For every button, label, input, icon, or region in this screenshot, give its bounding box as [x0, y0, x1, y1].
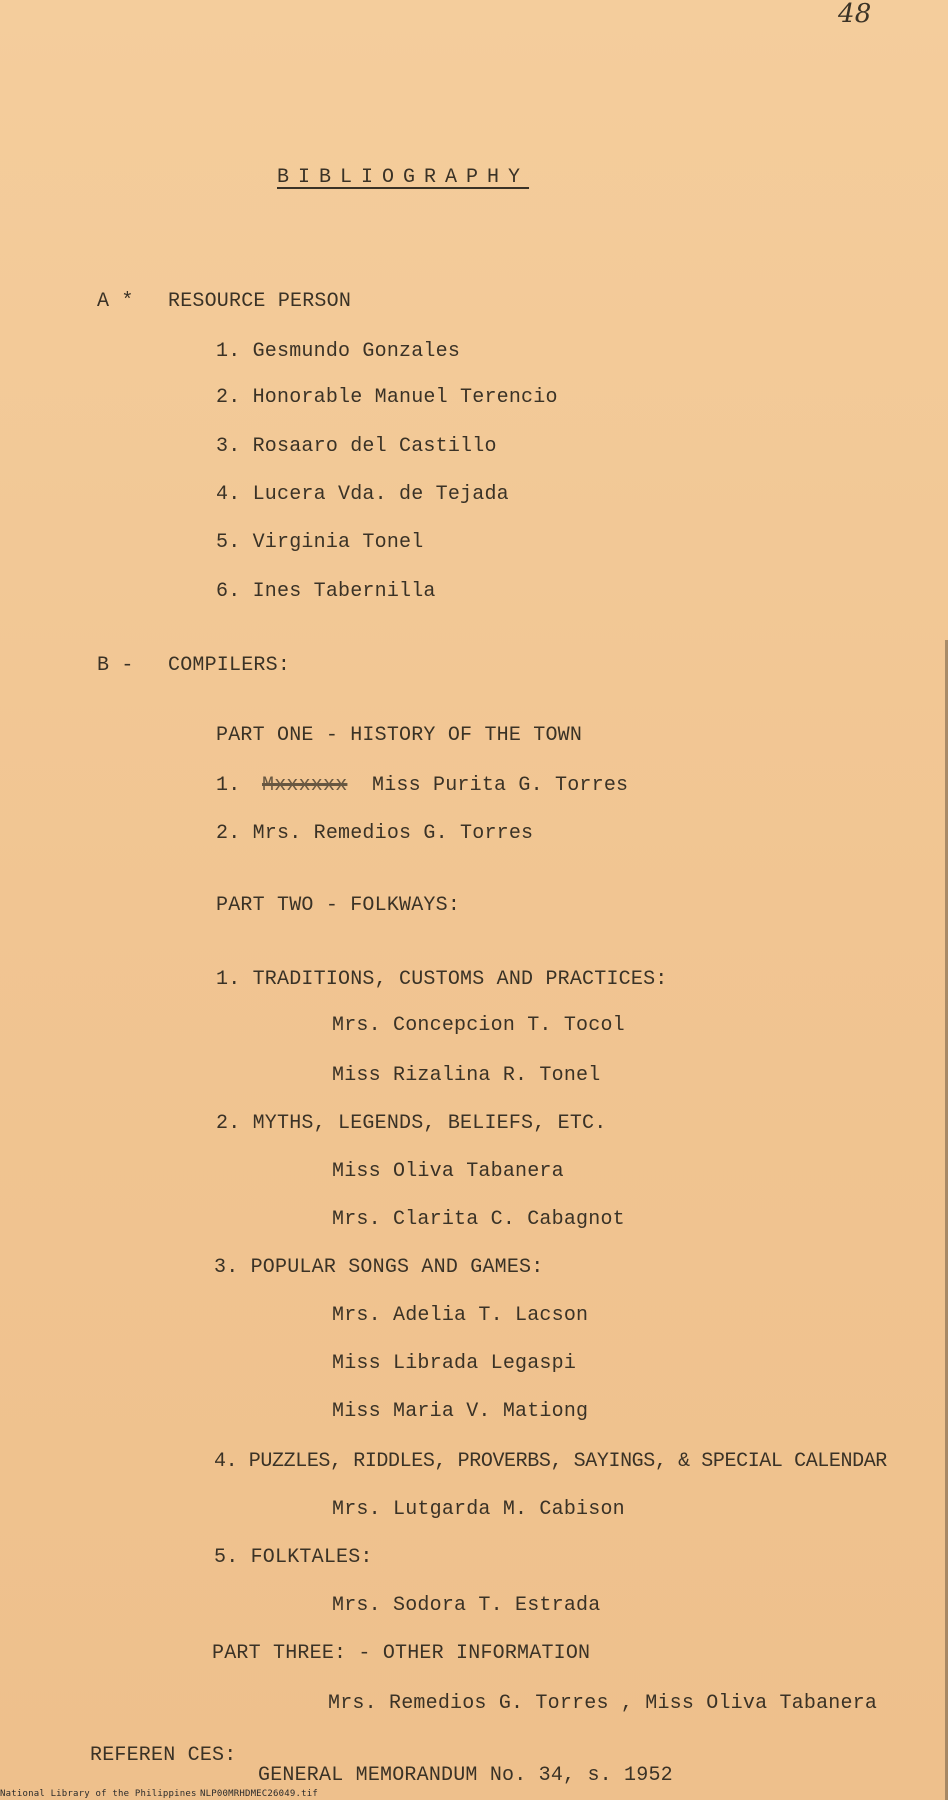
folkways-compiler: Mrs. Clarita C. Cabagnot	[332, 1208, 625, 1231]
section-b-label: B -	[97, 654, 134, 677]
section-b-heading: COMPILERS:	[168, 654, 291, 677]
folkways-section-heading: 3. POPULAR SONGS AND GAMES:	[214, 1256, 544, 1279]
part-one-compiler: Miss Purita G. Torres	[372, 774, 629, 797]
footer-filename: NLP00MRHDMEC26049.tif	[200, 1789, 318, 1799]
part-one-heading: PART ONE - HISTORY OF THE TOWN	[216, 724, 583, 747]
folkways-compiler: Miss Rizalina R. Tonel	[332, 1064, 601, 1087]
resource-person-item: 1. Gesmundo Gonzales	[216, 340, 461, 363]
page-title: BIBLIOGRAPHY	[277, 166, 530, 189]
references-label: REFEREN CES:	[90, 1744, 237, 1767]
struck-out-text: Mxxxxxx	[262, 774, 348, 797]
resource-person-item: 5. Virginia Tonel	[216, 531, 424, 554]
footer-library: National Library of the Philippines	[0, 1789, 197, 1799]
folkways-section-heading: 1. TRADITIONS, CUSTOMS AND PRACTICES:	[216, 968, 668, 991]
part-one-item-number: 1.	[216, 774, 241, 797]
folkways-section-heading: 5. FOLKTALES:	[214, 1546, 373, 1569]
folkways-section-heading: 2. MYTHS, LEGENDS, BELIEFS, ETC.	[216, 1112, 607, 1135]
folkways-compiler: Miss Librada Legaspi	[332, 1352, 577, 1375]
folkways-compiler: Mrs. Lutgarda M. Cabison	[332, 1498, 625, 1521]
folkways-compiler: Miss Maria V. Mationg	[332, 1400, 589, 1423]
folkways-compiler: Miss Oliva Tabanera	[332, 1160, 564, 1183]
resource-person-item: 2. Honorable Manuel Terencio	[216, 386, 558, 409]
part-three-heading: PART THREE: - OTHER INFORMATION	[212, 1642, 591, 1665]
folkways-compiler: Mrs. Concepcion T. Tocol	[332, 1014, 625, 1037]
page-mark: 48	[838, 0, 872, 29]
part-three-compilers: Mrs. Remedios G. Torres , Miss Oliva Tabanera	[328, 1692, 878, 1715]
section-a-heading: RESOURCE PERSON	[168, 290, 352, 313]
folkways-section-heading: 4. PUZZLES, RIDDLES, PROVERBS, SAYINGS, & SPECIAL CALENDAR	[214, 1450, 887, 1473]
references-value: GENERAL MEMORANDUM No. 34, s. 1952	[258, 1764, 673, 1787]
part-one-compiler: 2. Mrs. Remedios G. Torres	[216, 822, 534, 845]
folkways-compiler: Mrs. Sodora T. Estrada	[332, 1594, 601, 1617]
section-a-label: A *	[97, 290, 134, 313]
resource-person-item: 3. Rosaaro del Castillo	[216, 435, 497, 458]
part-two-heading: PART TWO - FOLKWAYS:	[216, 894, 461, 917]
folkways-compiler: Mrs. Adelia T. Lacson	[332, 1304, 589, 1327]
resource-person-item: 4. Lucera Vda. de Tejada	[216, 483, 509, 506]
resource-person-item: 6. Ines Tabernilla	[216, 580, 436, 603]
